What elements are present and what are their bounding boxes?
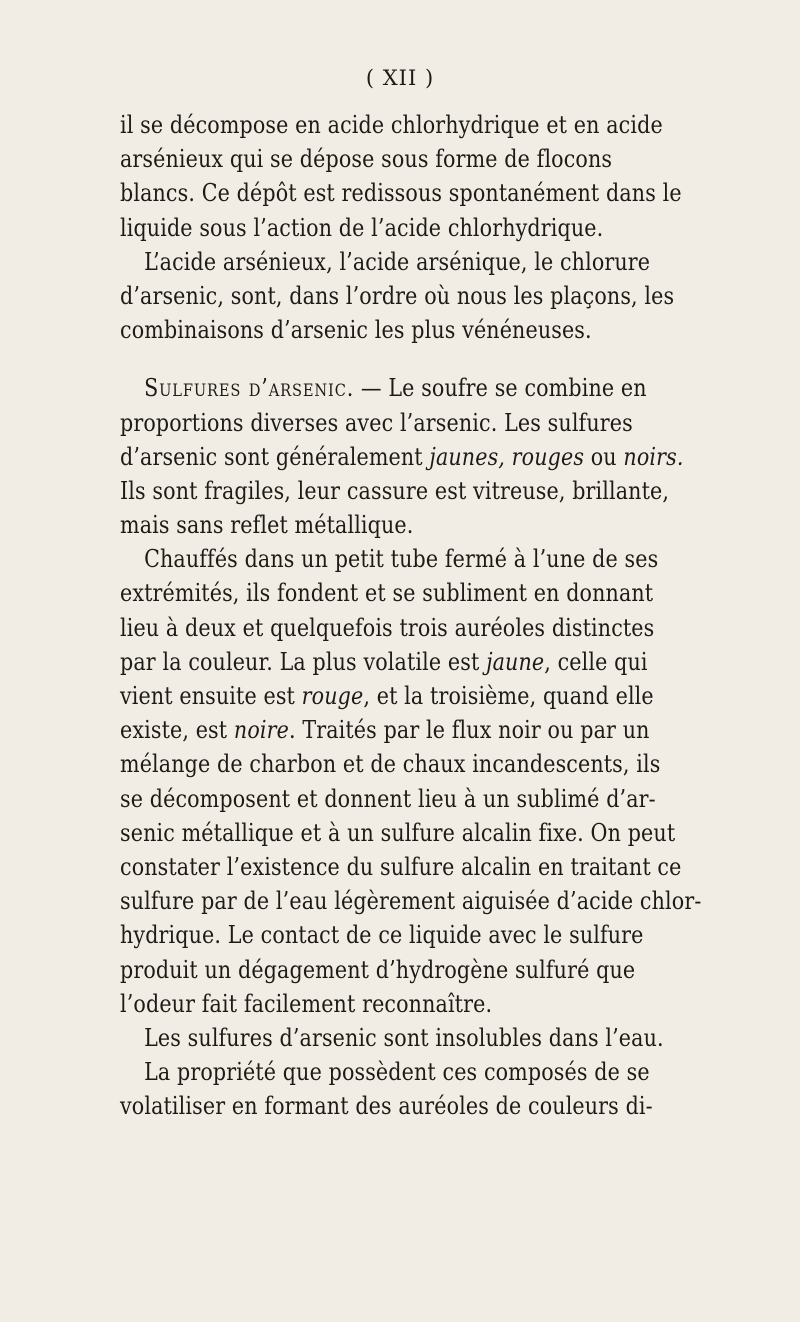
page-number: ( XII ): [365, 66, 435, 90]
italic-term: noire: [233, 716, 289, 745]
text-run: . Traités par le flux noir ou par un: [288, 716, 650, 745]
text-line: liquide sous l’action de l’acide chlorhydrique.: [120, 213, 604, 242]
text-line: produit un dégagement d’hydrogène sulfuré que: [120, 955, 636, 984]
text-line: Chauffés dans un petit tube fermé à l’une de ses: [144, 545, 659, 574]
text-line: arsénieux qui se dépose sous forme de flocons: [120, 145, 613, 174]
text-run: vient ensuite est: [120, 682, 302, 710]
text-line: constater l’existence du sulfure alcalin en traitant ce: [120, 852, 682, 881]
text-run: ou: [584, 442, 624, 471]
text-line: se décomposent et donnent lieu à un sublimé d’ar-: [120, 784, 656, 813]
text-line: proportions diverses avec l’arsenic. Les sulfures: [120, 408, 633, 437]
text-line: mélange de charbon et de chaux incandescents, ils: [120, 750, 661, 779]
italic-term: jaune: [486, 647, 545, 676]
text-line: sulfure par de l’eau légèrement aiguisée d’acide chlor-: [120, 887, 702, 916]
text-run: d’arsenic sont généralement: [120, 442, 430, 471]
text-line: [120, 679, 713, 713]
text-line: La propriété que possèdent ces composés de se: [144, 1058, 650, 1087]
text-line: [120, 645, 713, 679]
text-line: blancs. Ce dépôt est redissous spontanément dans le: [120, 179, 682, 208]
body-text: [120, 108, 800, 1123]
text-line: L’acide arsénieux, l’acide arsénique, le chlorure: [144, 247, 651, 276]
text-line: [120, 713, 713, 747]
section-heading: Sulfures d’arsenic.: [144, 374, 355, 403]
text-run: , et la troisième, quand elle: [363, 682, 654, 710]
text-line: extrémités, ils fondent et se subliment en donnant: [120, 579, 654, 608]
text-line: d’arsenic, sont, dans l’ordre où nous les plaçons, les: [120, 281, 675, 310]
text-line: volatiliser en formant des auréoles de couleurs di-: [120, 1092, 653, 1121]
italic-term: jaunes, rouges: [429, 442, 585, 471]
text-line: lieu à deux et quelquefois trois auréoles distinctes: [120, 613, 655, 642]
italic-term: noirs.: [623, 442, 684, 471]
italic-term: rouge: [301, 682, 364, 710]
text-line: senic métallique et à un sulfure alcalin fixe. On peut: [120, 818, 676, 847]
text-run: — Le soufre se combine en: [354, 374, 647, 403]
text-line: [120, 371, 713, 405]
text-run: , celle qui: [544, 647, 648, 676]
text-run: existe, est: [120, 716, 234, 745]
text-line: [120, 440, 713, 474]
text-line: Les sulfures d’arsenic sont insolubles dans l’eau.: [144, 1023, 664, 1052]
text-line: l’odeur fait facilement reconnaître.: [120, 989, 493, 1018]
text-line: mais sans reflet métallique.: [120, 511, 414, 540]
text-line: combinaisons d’arsenic les plus vénéneuses.: [120, 316, 592, 345]
text-line: hydrique. Le contact de ce liquide avec le sulfure: [120, 921, 644, 950]
text-line: Ils sont fragiles, leur cassure est vitreuse, brillante,: [120, 476, 670, 505]
text-run: par la couleur. La plus volatile est: [120, 647, 487, 676]
text-line: il se décompose en acide chlorhydrique et en acide: [120, 111, 663, 139]
